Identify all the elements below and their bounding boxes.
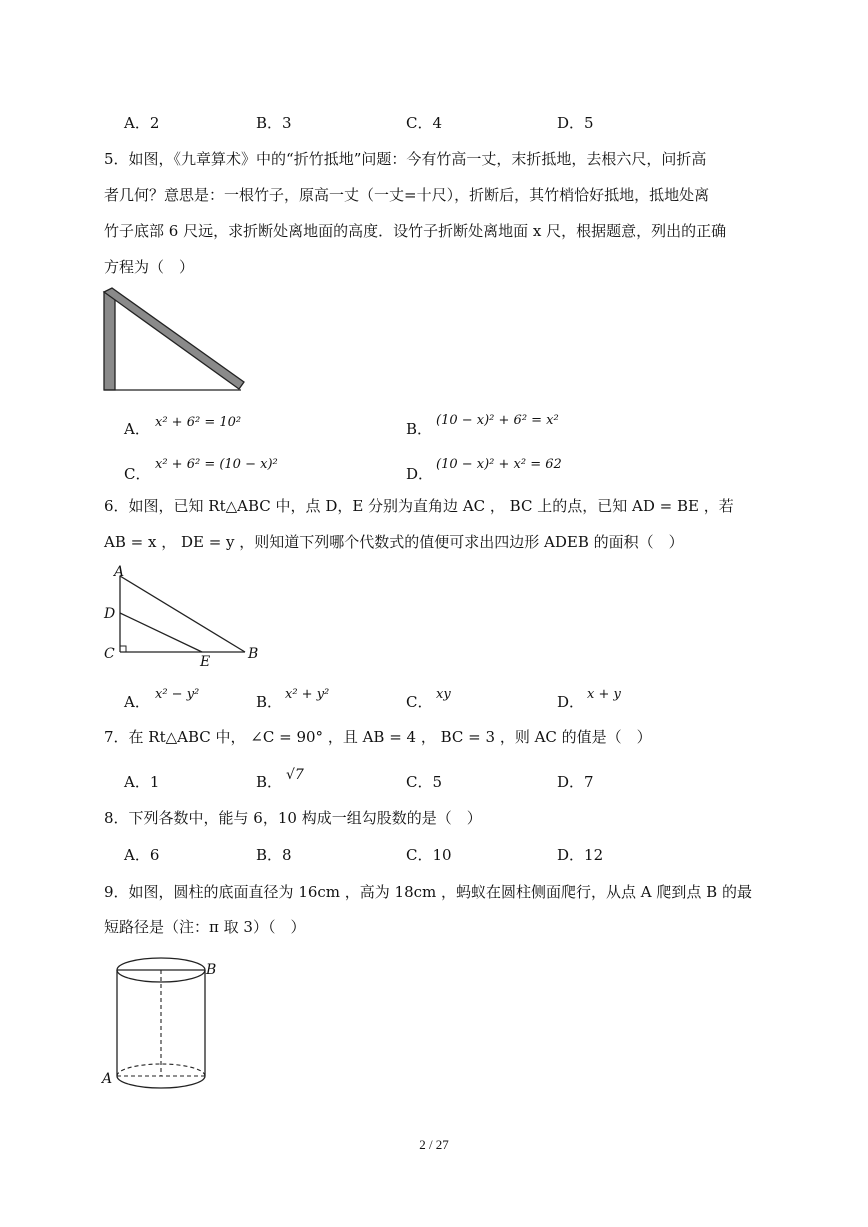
label-D: D [104, 606, 116, 622]
q7-option-d: D．7 [557, 773, 594, 791]
q6-option-a: x² − y² [155, 687, 200, 702]
q5-option-c-label: C． [124, 465, 151, 483]
q7-line-1: 7．在 Rt△ABC 中， ∠C = 90° ，且 AB = 4 ， BC = 3 ，则 AC 的值是（ ） [104, 728, 652, 746]
q4-option-b: B．3 [256, 114, 292, 132]
bamboo-figure [100, 286, 248, 394]
q9-line-1: 9．如图，圆柱的底面直径为 16cm ，高为 18cm ，蚂蚁在圆柱侧面爬行，从点 A 爬到点 B 的最 [104, 883, 752, 901]
q4-option-d: D．5 [557, 114, 594, 132]
q6-option-d-label: D． [557, 693, 585, 711]
q7-option-b-label: B． [256, 773, 283, 791]
q4-option-a: A．2 [124, 114, 160, 132]
label-B: B [206, 962, 217, 978]
page-number: 2 / 27 [419, 1137, 449, 1152]
q8-option-a: A．6 [124, 846, 160, 864]
q5-line-4: 方程为（ ） [104, 258, 195, 276]
q6-option-a-label: A． [124, 693, 150, 711]
q6-line-2: AB = x ， DE = y ，则知道下列哪个代数式的值便可求出四边形 ADEB 的面积（ ） [104, 533, 684, 551]
q5-option-d-label: D． [406, 465, 434, 483]
q4-option-c: C．4 [406, 114, 443, 132]
triangle-figure [100, 560, 270, 672]
q6-option-c: xy [436, 687, 451, 702]
label-A: A [102, 1071, 113, 1087]
q8-option-c: C．10 [406, 846, 452, 864]
q7-option-c: C．5 [406, 773, 443, 791]
q8-line-1: 8．下列各数中，能与 6，10 构成一组勾股数的是（ ） [104, 809, 482, 827]
segment-AB [120, 576, 245, 652]
q8-option-d: D．12 [557, 846, 604, 864]
label-A: A [114, 564, 125, 580]
q5-line-1: 5．如图，《九章算术》中的“折竹抵地”问题：今有竹高一丈，末折抵地，去根六尺，问折高 [104, 150, 707, 168]
label-E: E [200, 654, 211, 670]
q5-option-c: x² + 6² = (10 − x)² [155, 457, 278, 472]
q8-option-b: B．8 [256, 846, 292, 864]
cylinder-figure [100, 946, 230, 1096]
q5-option-a-label: A． [124, 420, 150, 438]
bamboo-stem [104, 292, 115, 390]
q6-option-b-label: B． [256, 693, 283, 711]
q5-option-b: (10 − x)² + 6² = x² [436, 413, 559, 428]
label-C: C [104, 646, 115, 662]
q6-line-1: 6．如图，已知 Rt△ABC 中，点 D，E 分别为直角边 AC ， BC 上的点，已知 AD = BE ，若 [104, 497, 734, 515]
q7-option-b: √7 [286, 767, 304, 783]
bamboo-broken-top [104, 288, 244, 389]
cylinder-bottom-front [117, 1076, 205, 1088]
q9-line-2: 短路径是（注：π 取 3）（ ） [104, 918, 306, 936]
q6-option-c-label: C． [406, 693, 433, 711]
q6-option-b: x² + y² [285, 687, 330, 702]
q5-option-d: (10 − x)² + x² = 62 [436, 457, 562, 472]
q7-option-a: A．1 [124, 773, 160, 791]
right-angle-mark [120, 646, 126, 652]
q5-option-b-label: B． [406, 420, 433, 438]
label-B: B [248, 646, 259, 662]
q6-option-d: x + y [587, 687, 621, 702]
q5-line-3: 竹子底部 6 尺远，求折断处离地面的高度．设竹子折断处离地面 x 尺，根据题意，列出的正确 [104, 222, 727, 240]
q5-line-2: 者几何？意思是：一根竹子，原高一丈（一丈=十尺），折断后，其竹梢恰好抵地，抵地处离 [104, 186, 710, 204]
q5-option-a: x² + 6² = 10² [155, 415, 242, 430]
